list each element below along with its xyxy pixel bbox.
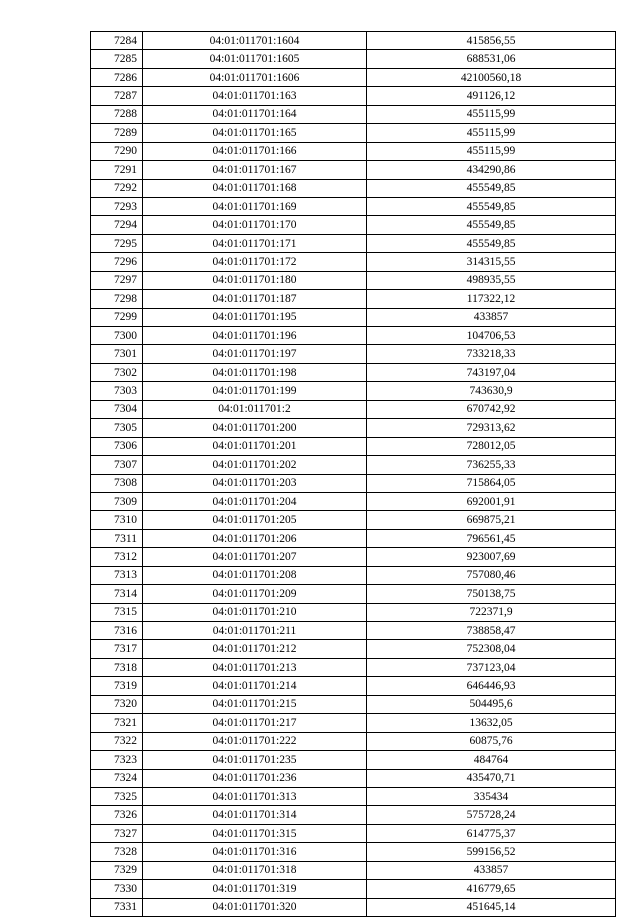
row-number-cell: 7287 (91, 87, 143, 105)
table-row (91, 548, 616, 566)
cadastral-value-cell: 733218,33 (367, 345, 616, 363)
cadastral-value-table (90, 31, 616, 917)
cadastral-value-cell: 433857 (367, 308, 616, 326)
cadastral-number-cell: 04:01:011701:235 (143, 751, 367, 769)
table-row (91, 769, 616, 787)
cadastral-value-cell: 335434 (367, 787, 616, 805)
row-number-cell: 7298 (91, 290, 143, 308)
table-row (91, 345, 616, 363)
cadastral-number-cell: 04:01:011701:168 (143, 179, 367, 197)
cadastral-number-cell: 04:01:011701:197 (143, 345, 367, 363)
cadastral-number-cell: 04:01:011701:195 (143, 308, 367, 326)
row-number-cell: 7304 (91, 400, 143, 418)
row-number-cell: 7297 (91, 271, 143, 289)
table-row (91, 511, 616, 529)
cadastral-number-cell: 04:01:011701:214 (143, 677, 367, 695)
row-number-cell: 7288 (91, 105, 143, 123)
table-row (91, 787, 616, 805)
row-number-cell: 7305 (91, 419, 143, 437)
cadastral-value-cell: 455115,99 (367, 142, 616, 160)
table-row (91, 68, 616, 86)
cadastral-number-cell: 04:01:011701:212 (143, 640, 367, 658)
cadastral-number-cell: 04:01:011701:170 (143, 216, 367, 234)
table-row (91, 658, 616, 676)
row-number-cell: 7318 (91, 658, 143, 676)
cadastral-value-cell: 688531,06 (367, 50, 616, 68)
cadastral-number-cell: 04:01:011701:165 (143, 124, 367, 142)
cadastral-number-cell: 04:01:011701:166 (143, 142, 367, 160)
row-number-cell: 7324 (91, 769, 143, 787)
table-row (91, 898, 616, 916)
table-row (91, 566, 616, 584)
cadastral-number-cell: 04:01:011701:209 (143, 585, 367, 603)
row-number-cell: 7320 (91, 695, 143, 713)
cadastral-number-cell: 04:01:011701:1604 (143, 32, 367, 50)
table-row (91, 419, 616, 437)
cadastral-value-cell: 738858,47 (367, 622, 616, 640)
row-number-cell: 7327 (91, 824, 143, 842)
cadastral-number-cell: 04:01:011701:167 (143, 161, 367, 179)
cadastral-value-cell: 60875,76 (367, 732, 616, 750)
table-row (91, 124, 616, 142)
row-number-cell: 7308 (91, 474, 143, 492)
cadastral-value-cell: 455115,99 (367, 105, 616, 123)
row-number-cell: 7328 (91, 843, 143, 861)
table-row (91, 363, 616, 381)
table-row (91, 382, 616, 400)
table-row (91, 32, 616, 50)
cadastral-value-cell: 435470,71 (367, 769, 616, 787)
cadastral-value-cell: 923007,69 (367, 548, 616, 566)
cadastral-value-cell: 104706,53 (367, 327, 616, 345)
row-number-cell: 7313 (91, 566, 143, 584)
table-row (91, 732, 616, 750)
cadastral-number-cell: 04:01:011701:313 (143, 787, 367, 805)
row-number-cell: 7302 (91, 363, 143, 381)
cadastral-value-cell: 455549,85 (367, 216, 616, 234)
table-body (91, 32, 616, 917)
table-row (91, 714, 616, 732)
cadastral-value-cell: 729313,62 (367, 419, 616, 437)
row-number-cell: 7331 (91, 898, 143, 916)
cadastral-value-cell: 715864,05 (367, 474, 616, 492)
cadastral-value-cell: 750138,75 (367, 585, 616, 603)
cadastral-value-cell: 757080,46 (367, 566, 616, 584)
cadastral-value-cell: 736255,33 (367, 456, 616, 474)
table-row (91, 400, 616, 418)
cadastral-value-cell: 434290,86 (367, 161, 616, 179)
table-row (91, 308, 616, 326)
table-row (91, 861, 616, 879)
cadastral-value-cell: 670742,92 (367, 400, 616, 418)
cadastral-number-cell: 04:01:011701:316 (143, 843, 367, 861)
row-number-cell: 7294 (91, 216, 143, 234)
row-number-cell: 7311 (91, 529, 143, 547)
cadastral-number-cell: 04:01:011701:207 (143, 548, 367, 566)
cadastral-value-cell: 796561,45 (367, 529, 616, 547)
table-row (91, 142, 616, 160)
cadastral-number-cell: 04:01:011701:163 (143, 87, 367, 105)
table-row (91, 437, 616, 455)
row-number-cell: 7284 (91, 32, 143, 50)
table-row (91, 585, 616, 603)
row-number-cell: 7290 (91, 142, 143, 160)
table-row (91, 271, 616, 289)
cadastral-value-cell: 455549,85 (367, 197, 616, 215)
table-row (91, 474, 616, 492)
cadastral-number-cell: 04:01:011701:320 (143, 898, 367, 916)
cadastral-value-cell: 491126,12 (367, 87, 616, 105)
table-row (91, 234, 616, 252)
row-number-cell: 7315 (91, 603, 143, 621)
cadastral-number-cell: 04:01:011701:315 (143, 824, 367, 842)
table-row (91, 677, 616, 695)
cadastral-value-cell: 722371,9 (367, 603, 616, 621)
cadastral-value-cell: 13632,05 (367, 714, 616, 732)
cadastral-number-cell: 04:01:011701:169 (143, 197, 367, 215)
cadastral-value-cell: 451645,14 (367, 898, 616, 916)
row-number-cell: 7292 (91, 179, 143, 197)
cadastral-value-cell: 692001,91 (367, 492, 616, 510)
row-number-cell: 7321 (91, 714, 143, 732)
cadastral-number-cell: 04:01:011701:172 (143, 253, 367, 271)
cadastral-number-cell: 04:01:011701:196 (143, 327, 367, 345)
table-row (91, 880, 616, 898)
cadastral-value-cell: 743630,9 (367, 382, 616, 400)
cadastral-value-cell: 575728,24 (367, 806, 616, 824)
table-row (91, 179, 616, 197)
cadastral-number-cell: 04:01:011701:208 (143, 566, 367, 584)
cadastral-number-cell: 04:01:011701:211 (143, 622, 367, 640)
cadastral-value-cell: 314315,55 (367, 253, 616, 271)
table-row (91, 216, 616, 234)
cadastral-value-cell: 737123,04 (367, 658, 616, 676)
row-number-cell: 7306 (91, 437, 143, 455)
row-number-cell: 7326 (91, 806, 143, 824)
cadastral-number-cell: 04:01:011701:215 (143, 695, 367, 713)
cadastral-number-cell: 04:01:011701:1605 (143, 50, 367, 68)
cadastral-value-cell: 728012,05 (367, 437, 616, 455)
row-number-cell: 7293 (91, 197, 143, 215)
table-row (91, 327, 616, 345)
row-number-cell: 7309 (91, 492, 143, 510)
table-row (91, 695, 616, 713)
row-number-cell: 7289 (91, 124, 143, 142)
table-row (91, 105, 616, 123)
row-number-cell: 7329 (91, 861, 143, 879)
cadastral-value-cell: 455549,85 (367, 179, 616, 197)
row-number-cell: 7323 (91, 751, 143, 769)
row-number-cell: 7303 (91, 382, 143, 400)
cadastral-value-cell: 614775,37 (367, 824, 616, 842)
row-number-cell: 7307 (91, 456, 143, 474)
cadastral-value-cell: 433857 (367, 861, 616, 879)
cadastral-value-cell: 416779,65 (367, 880, 616, 898)
cadastral-value-cell: 646446,93 (367, 677, 616, 695)
row-number-cell: 7314 (91, 585, 143, 603)
cadastral-value-cell: 498935,55 (367, 271, 616, 289)
row-number-cell: 7291 (91, 161, 143, 179)
cadastral-value-cell: 669875,21 (367, 511, 616, 529)
cadastral-value-cell: 117322,12 (367, 290, 616, 308)
table-row (91, 197, 616, 215)
cadastral-value-cell: 455549,85 (367, 234, 616, 252)
cadastral-number-cell: 04:01:011701:222 (143, 732, 367, 750)
table-row (91, 843, 616, 861)
cadastral-number-cell: 04:01:011701:217 (143, 714, 367, 732)
table-row (91, 640, 616, 658)
cadastral-number-cell: 04:01:011701:171 (143, 234, 367, 252)
cadastral-value-cell: 743197,04 (367, 363, 616, 381)
cadastral-value-cell: 42100560,18 (367, 68, 616, 86)
cadastral-value-cell: 415856,55 (367, 32, 616, 50)
cadastral-number-cell: 04:01:011701:187 (143, 290, 367, 308)
table-row (91, 87, 616, 105)
cadastral-value-cell: 752308,04 (367, 640, 616, 658)
cadastral-number-cell: 04:01:011701:204 (143, 492, 367, 510)
cadastral-number-cell: 04:01:011701:202 (143, 456, 367, 474)
table-row (91, 290, 616, 308)
row-number-cell: 7310 (91, 511, 143, 529)
cadastral-number-cell: 04:01:011701:213 (143, 658, 367, 676)
table-row (91, 492, 616, 510)
cadastral-value-cell: 455115,99 (367, 124, 616, 142)
cadastral-value-cell: 504495,6 (367, 695, 616, 713)
cadastral-number-cell: 04:01:011701:205 (143, 511, 367, 529)
cadastral-number-cell: 04:01:011701:314 (143, 806, 367, 824)
cadastral-number-cell: 04:01:011701:210 (143, 603, 367, 621)
row-number-cell: 7312 (91, 548, 143, 566)
table-row (91, 622, 616, 640)
cadastral-number-cell: 04:01:011701:164 (143, 105, 367, 123)
row-number-cell: 7316 (91, 622, 143, 640)
cadastral-value-cell: 599156,52 (367, 843, 616, 861)
table-row (91, 50, 616, 68)
table-row (91, 456, 616, 474)
table-row (91, 161, 616, 179)
cadastral-number-cell: 04:01:011701:318 (143, 861, 367, 879)
cadastral-number-cell: 04:01:011701:199 (143, 382, 367, 400)
cadastral-number-cell: 04:01:011701:198 (143, 363, 367, 381)
row-number-cell: 7295 (91, 234, 143, 252)
table-row (91, 253, 616, 271)
cadastral-number-cell: 04:01:011701:206 (143, 529, 367, 547)
cadastral-number-cell: 04:01:011701:236 (143, 769, 367, 787)
row-number-cell: 7330 (91, 880, 143, 898)
row-number-cell: 7300 (91, 327, 143, 345)
table-row (91, 751, 616, 769)
row-number-cell: 7296 (91, 253, 143, 271)
cadastral-number-cell: 04:01:011701:319 (143, 880, 367, 898)
row-number-cell: 7319 (91, 677, 143, 695)
cadastral-number-cell: 04:01:011701:2 (143, 400, 367, 418)
cadastral-value-cell: 484764 (367, 751, 616, 769)
table-row (91, 603, 616, 621)
row-number-cell: 7285 (91, 50, 143, 68)
row-number-cell: 7322 (91, 732, 143, 750)
cadastral-number-cell: 04:01:011701:180 (143, 271, 367, 289)
row-number-cell: 7325 (91, 787, 143, 805)
cadastral-number-cell: 04:01:011701:1606 (143, 68, 367, 86)
cadastral-number-cell: 04:01:011701:200 (143, 419, 367, 437)
cadastral-number-cell: 04:01:011701:203 (143, 474, 367, 492)
row-number-cell: 7317 (91, 640, 143, 658)
row-number-cell: 7299 (91, 308, 143, 326)
row-number-cell: 7301 (91, 345, 143, 363)
table-row (91, 806, 616, 824)
table-row (91, 824, 616, 842)
cadastral-number-cell: 04:01:011701:201 (143, 437, 367, 455)
table-row (91, 529, 616, 547)
row-number-cell: 7286 (91, 68, 143, 86)
